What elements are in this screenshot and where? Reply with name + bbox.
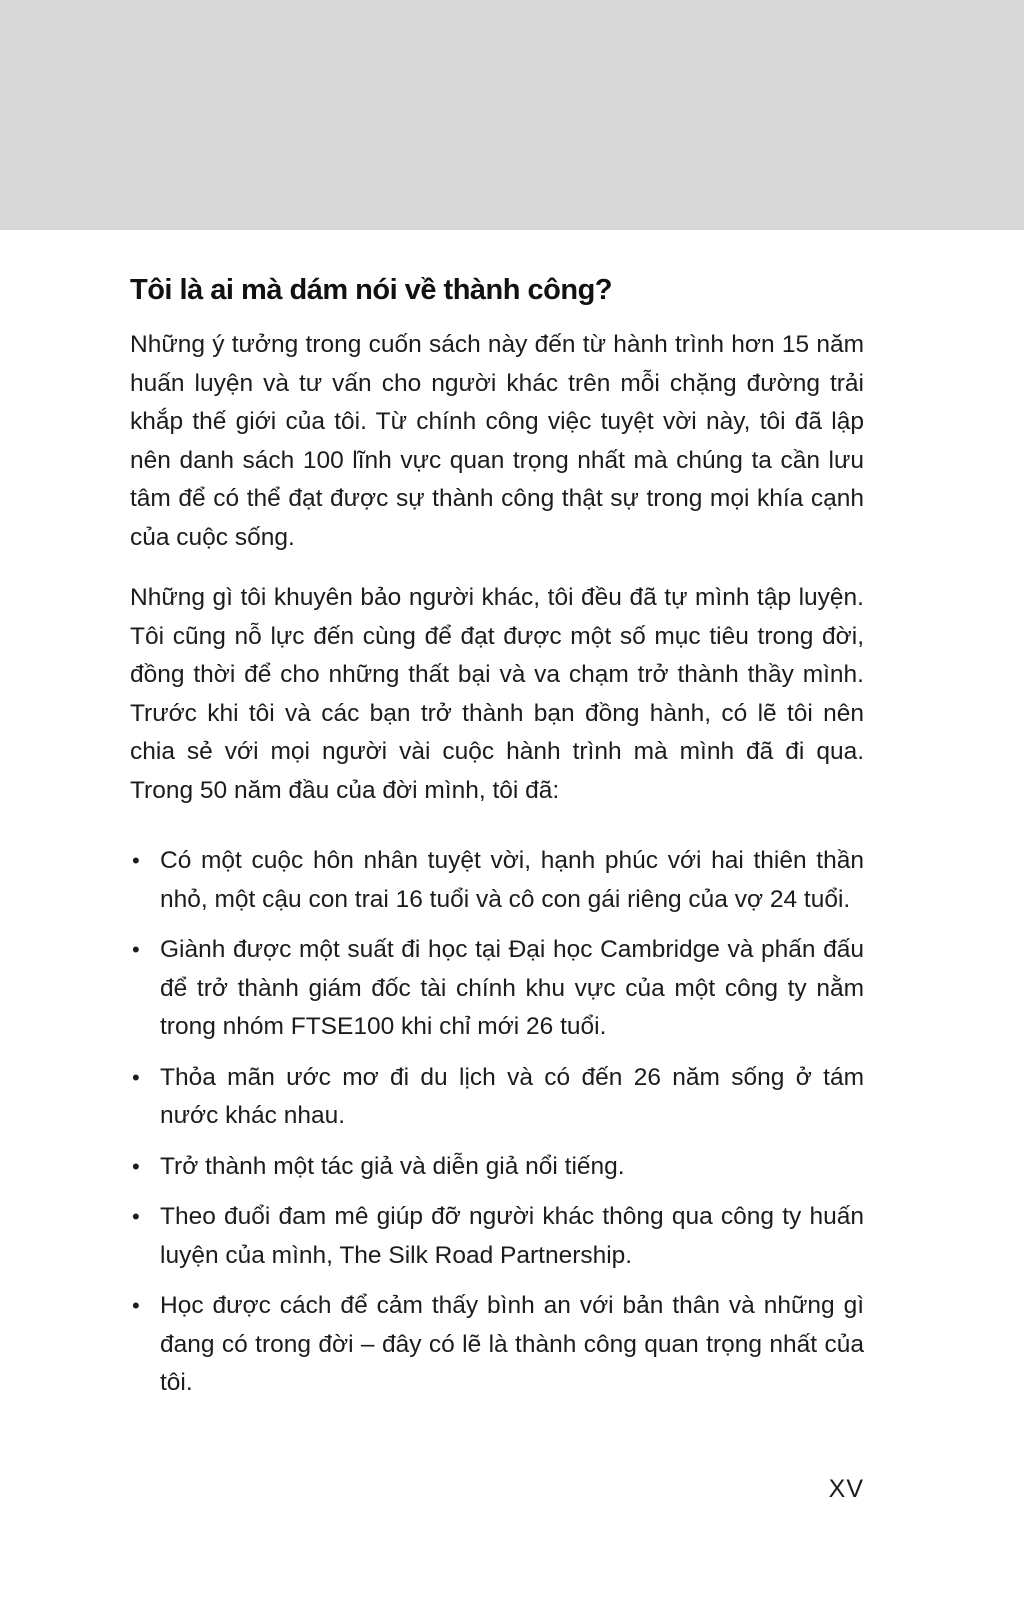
bullet-icon: • [132, 1153, 140, 1179]
paragraph: Những gì tôi khuyên bảo người khác, tôi đều đã tự mình tập luyện. Tôi cũng nỗ lực đến cùng để đạt được một số mục tiêu trong đời, đồng thời để cho những thất bại và va chạm trở thành thầy mình. Trước khi tôi và các bạn trở thành bạn đồng hành, có lẽ tôi nên chia sẻ với mọi người vài cuộc hành trình mà mình đã đi qua. Trong 50 năm đầu của đời mình, tôi đã: [130, 584, 864, 804]
bullet-icon: • [132, 848, 140, 874]
section-title: Tôi là ai mà dám nói về thành công? [130, 274, 613, 306]
list-item-text: Có một cuộc hôn nhân tuyệt vời, hạnh phúc với hai thiên thần nhỏ, một cậu con trai 16 tuổi và cô con gái riêng của vợ 24 tuổi. [160, 847, 864, 913]
list-item [130, 1287, 864, 1403]
page-top-gray-band [0, 0, 1024, 230]
list-item-text: Trở thành một tác giả và diễn giả nổi tiếng. [160, 1152, 625, 1180]
bullet-icon: • [132, 1293, 140, 1319]
list-item [130, 1059, 864, 1136]
list-item [130, 1198, 864, 1275]
bullet-list [130, 842, 864, 1403]
bullet-icon: • [132, 937, 140, 963]
list-item [130, 931, 864, 1047]
bullet-icon: • [132, 1064, 140, 1090]
list-item-text: Thỏa mãn ước mơ đi du lịch và có đến 26 năm sống ở tám nước khác nhau. [160, 1063, 864, 1130]
bullet-icon: • [132, 1204, 140, 1230]
list-item [130, 1148, 864, 1187]
list-item-text: Theo đuổi đam mê giúp đỡ người khác thông qua công ty huấn luyện của mình, The Silk Road Partnership. [160, 1203, 864, 1269]
list-item-text: Học được cách để cảm thấy bình an với bản thân và những gì đang có trong đời – đây có lẽ là thành công quan trọng nhất của tôi. [160, 1292, 864, 1397]
page-number: XV [828, 1474, 864, 1503]
page-content [130, 272, 864, 1504]
list-item [130, 842, 864, 919]
paragraph: Những ý tưởng trong cuốn sách này đến từ hành trình hơn 15 năm huấn luyện và tư vấn cho người khác trên mỗi chặng đường trải khắp thế giới của tôi. Từ chính công việc tuyệt vời này, tôi đã lập nên danh sách 100 lĩnh vực quan trọng nhất mà chúng ta cần lưu tâm để có thể đạt được sự thành công thật sự trong mọi khía cạnh của cuộc sống. [130, 331, 864, 551]
list-item-text: Giành được một suất đi học tại Đại học Cambridge và phấn đấu để trở thành giám đốc tài chính khu vực của một công ty nằm trong nhóm FTSE100 khi chỉ mới 26 tuổi. [160, 936, 864, 1041]
